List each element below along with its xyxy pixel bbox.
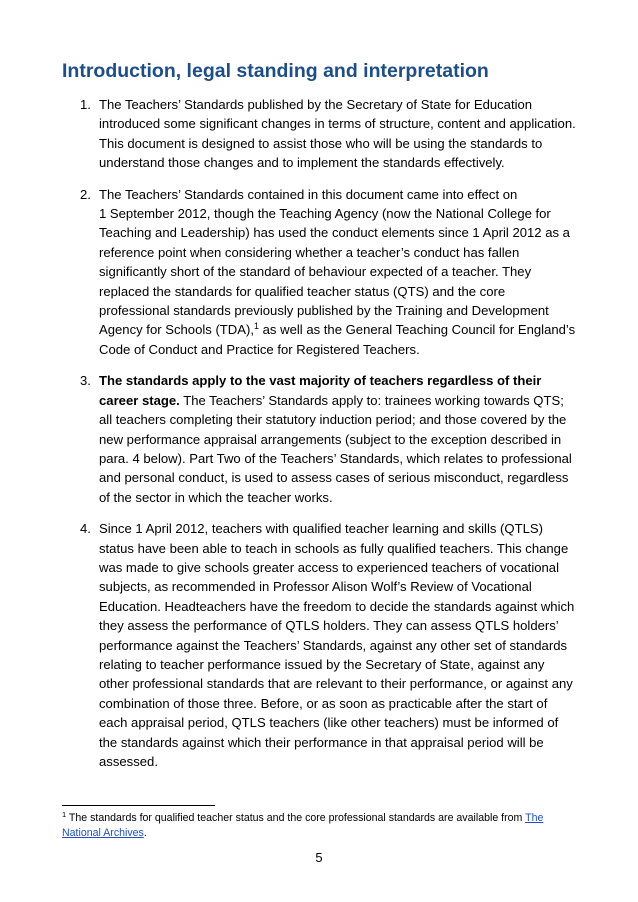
- text-segment: The Teachers’ Standards apply to: trainees working towards QTS;: [179, 392, 564, 408]
- footnote-line: [62, 811, 582, 826]
- text-line: Since 1 April 2012, teachers with qualified teacher learning and skills (QTLS): [99, 521, 543, 537]
- text-line-with-footnote: [99, 320, 576, 339]
- text-line: Education. Headteachers have the freedom to decide the standards against which: [99, 598, 575, 614]
- text-line: reference point when considering whether a teacher’s conduct has fallen: [99, 244, 520, 260]
- footnote-text: .: [143, 827, 147, 839]
- text-line: assessed.: [99, 754, 158, 769]
- text-line: professional standards previously published by the Training and Development: [99, 303, 549, 319]
- text-line: performance against the Teachers’ Standards, against any other set of standards: [99, 637, 568, 653]
- paragraph-3: [0, 371, 572, 507]
- text-line: other professional standards that are relevant to their performance, or against any: [99, 676, 573, 692]
- text-line: [99, 391, 567, 410]
- text-line: subjects, as recommended in Professor Alison Wolf’s Review of Vocational: [99, 579, 532, 595]
- footnote-marker: 1: [62, 810, 67, 819]
- paragraph-number: 3.: [80, 373, 91, 389]
- text-line: replaced the standards for qualified teacher status (QTS) and the core: [99, 283, 506, 299]
- paragraph-4: [0, 519, 575, 771]
- section-heading: Introduction, legal standing and interpretation: [62, 60, 489, 82]
- paragraph-2: [0, 185, 576, 360]
- footnote: [62, 811, 582, 841]
- text-line: 1 September 2012, though the Teaching Agency (now the National College for: [99, 206, 551, 222]
- text-line: relating to teacher performance issued by the Secretary of State, against any: [99, 656, 545, 672]
- text-line: para. 4 below). Part Two of the Teachers’ Standards, which relates to professional: [99, 450, 572, 466]
- paragraph-number: 1.: [80, 97, 91, 112]
- text-line: Code of Conduct and Practice for Registered Teachers.: [99, 341, 420, 357]
- footnote-divider: [62, 805, 215, 806]
- text-line: introduced some significant changes in terms of structure, content and application.: [99, 116, 576, 132]
- footnote-reference[interactable]: 1: [254, 321, 260, 332]
- footnote-text: The standards for qualified teacher status and the core professional standards are available from: [66, 812, 526, 824]
- paragraph-number: 4.: [80, 521, 91, 537]
- text-line: of the sector in which the teacher works.: [99, 489, 333, 505]
- text-line: significantly short of the standard of behaviour expected of a teacher. They: [99, 264, 532, 280]
- text-line: all teachers completing their statutory induction period; and those covered by the: [99, 412, 567, 428]
- text-line: they assess the performance of QTLS holders. They can assess QTLS holders’: [99, 618, 559, 634]
- bold-lead-text: career stage.: [99, 392, 180, 408]
- text-line: each appraisal period, QTLS teachers (like other teachers) must be informed of: [99, 715, 559, 731]
- numbered-paragraph-list: [0, 95, 638, 783]
- national-archives-link[interactable]: National Archives: [62, 827, 144, 839]
- text-line: status have been able to teach in schools as fully qualified teachers. This change: [99, 540, 569, 556]
- text-line: The Teachers’ Standards contained in this document came into effect on: [99, 186, 518, 202]
- paragraph-1: [0, 95, 576, 173]
- text-line: Teaching and Leadership) has used the conduct elements since 1 April 2012 as a: [99, 225, 570, 241]
- text-line: and personal conduct, is used to assess cases of serious misconduct, regardless: [99, 470, 569, 486]
- text-line: the standards against which their performance in that appraisal period will be: [99, 734, 544, 750]
- footnote-line: [62, 826, 582, 841]
- text-line: The Teachers’ Standards published by the Secretary of State for Education: [99, 97, 533, 112]
- text-segment: as well as the General Teaching Council for England’s: [259, 322, 576, 338]
- text-segment: Agency for Schools (TDA),: [99, 322, 254, 338]
- national-archives-link[interactable]: The: [525, 812, 544, 824]
- bold-text-line: [99, 371, 567, 390]
- text-line: combination of those three. Before, or as soon as practicable after the start of: [99, 695, 548, 711]
- paragraph-number: 2.: [80, 186, 91, 202]
- text-line: was made to give schools greater access to experienced teachers of vocational: [99, 559, 559, 575]
- text-line: understand those changes and to implement the standards effectively.: [99, 155, 505, 171]
- page-number: 5: [315, 850, 323, 865]
- bold-lead-text: The standards apply to the vast majority of teachers regardless of their: [99, 373, 542, 389]
- text-line: new performance appraisal arrangements (subject to the exception described in: [99, 431, 562, 447]
- text-line: This document is designed to assist those who will be using the standards to: [99, 135, 543, 151]
